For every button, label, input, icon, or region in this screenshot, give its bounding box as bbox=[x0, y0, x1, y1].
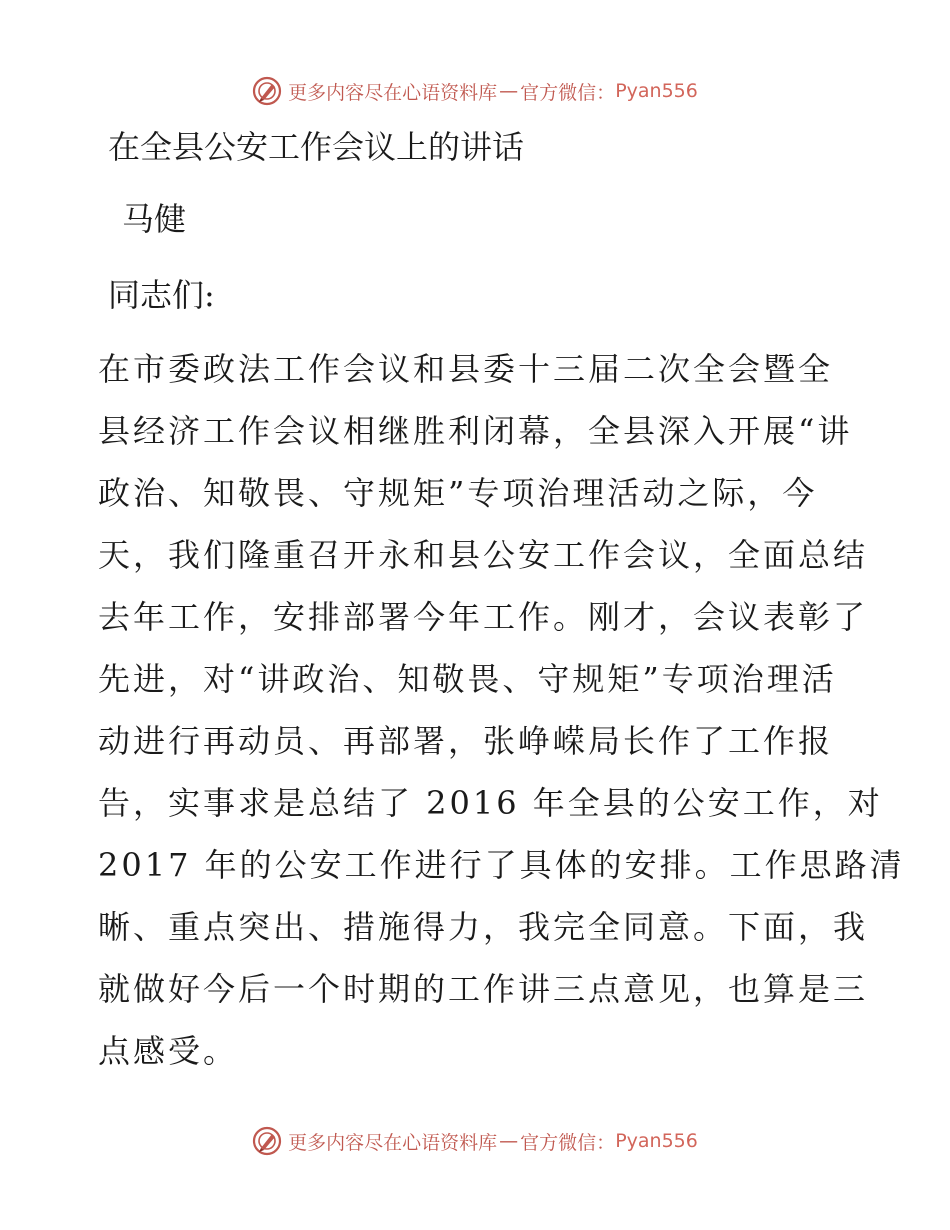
body-line: 动进行再动员、再部署，张峥嵘局长作了工作报 bbox=[98, 722, 834, 760]
footer-watermark bbox=[0, 1126, 950, 1156]
document-author: 马健 bbox=[122, 200, 187, 238]
body-line: 告，实事求是总结了 2016 年全县的公安工作，对 bbox=[98, 784, 883, 822]
body-line: 就做好今后一个时期的工作讲三点意见，也算是三 bbox=[98, 970, 869, 1008]
body-line: 2017 年的公安工作进行了具体的安排。工作思路清 bbox=[98, 846, 905, 884]
watermark-dash: — bbox=[499, 1130, 519, 1152]
watermark-main-text: 更多内容尽在心语资料库 bbox=[288, 81, 498, 104]
header-watermark bbox=[0, 76, 950, 106]
document-salutation: 同志们: bbox=[108, 276, 215, 314]
body-line: 点感受。 bbox=[98, 1032, 239, 1070]
body-line: 县经济工作会议相继胜利闭幕，全县深入开展“讲 bbox=[98, 412, 853, 450]
body-line: 去年工作，安排部署今年工作。刚才，会议表彰了 bbox=[98, 598, 869, 636]
watermark-dash: — bbox=[499, 80, 519, 102]
body-line: 晰、重点突出、措施得力，我完全同意。下面，我 bbox=[98, 908, 869, 946]
body-line: 天，我们隆重召开永和县公安工作会议，全面总结 bbox=[98, 536, 869, 574]
pen-nib-circle-icon bbox=[252, 1126, 282, 1156]
watermark-official-label: 官方微信： bbox=[520, 1131, 616, 1154]
watermark-wechat-id: Pyan556 bbox=[615, 1130, 698, 1152]
body-line: 政治、知敬畏、守规矩”专项治理活动之际，今 bbox=[98, 474, 818, 512]
document-body-paragraph bbox=[98, 344, 905, 1088]
watermark-wechat-id: Pyan556 bbox=[615, 80, 698, 102]
pen-nib-circle-icon bbox=[252, 76, 282, 106]
watermark-main-text: 更多内容尽在心语资料库 bbox=[288, 1131, 498, 1154]
body-line: 在市委政法工作会议和县委十三届二次全会暨全 bbox=[98, 350, 834, 388]
body-line: 先进，对“讲政治、知敬畏、守规矩”专项治理活 bbox=[98, 660, 837, 698]
watermark-official-label: 官方微信： bbox=[520, 81, 616, 104]
document-title: 在全县公安工作会议上的讲话 bbox=[108, 128, 525, 166]
